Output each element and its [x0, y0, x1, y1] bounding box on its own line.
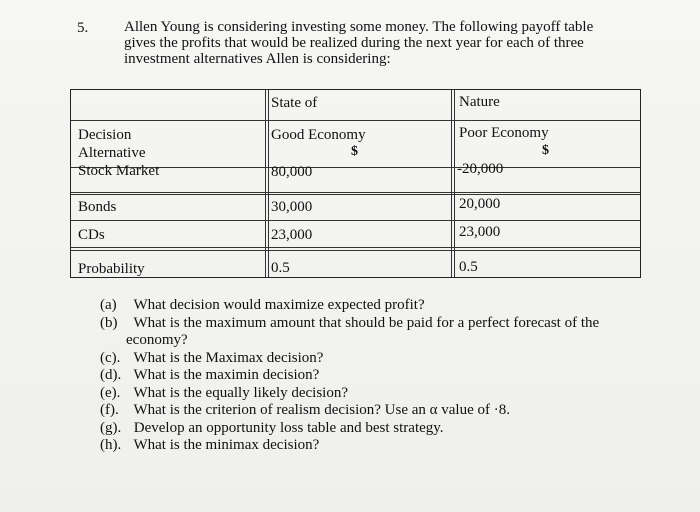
row-name-bonds: Bonds — [78, 199, 117, 215]
cell-good: 80,000 — [271, 164, 313, 180]
table-rule — [268, 90, 269, 277]
cell-good: 30,000 — [271, 199, 313, 215]
cell-good: 0.5 — [271, 260, 290, 276]
question-item: (g). Develop an opportunity loss table and best strategy. — [100, 419, 444, 436]
col-poor-economy: Poor Economy — [459, 125, 549, 141]
col-decision-label: Decision — [78, 127, 132, 143]
table-rule — [71, 192, 640, 193]
intro-line: gives the profits that would be realized during the next year for each of three — [124, 35, 584, 51]
payoff-table — [70, 89, 641, 278]
intro-line: Allen Young is considering investing some money. The following payoff table — [124, 19, 594, 35]
table-rule — [71, 194, 640, 195]
question-item: (a) What decision would maximize expected profit? — [100, 297, 425, 313]
problem-number: 5. — [77, 20, 89, 36]
table-rule — [71, 250, 640, 251]
header-nature: Nature — [459, 94, 500, 110]
cell-poor: 20,000 — [459, 196, 501, 212]
intro-line: investment alternatives Allen is considering: — [124, 51, 391, 67]
row-name-cds: CDs — [78, 227, 105, 243]
problem-intro — [124, 19, 624, 67]
col-alternative-label: Alternative — [78, 145, 146, 161]
table-rule — [71, 220, 640, 221]
table-rule — [71, 120, 640, 121]
question-list — [100, 297, 680, 455]
question-item: (d). What is the maximin decision? — [100, 367, 320, 383]
table-rule — [71, 247, 640, 248]
cell-good: 23,000 — [271, 227, 313, 243]
question-item: (b) What is the maximum amount that should be paid for a perfect forecast of the — [100, 314, 600, 331]
row-name-stock-market: Stock Market — [78, 163, 160, 179]
table-rule — [451, 90, 452, 277]
question-item: (h). What is the minimax decision? — [100, 437, 320, 453]
table-rule — [265, 90, 266, 277]
cell-poor: 23,000 — [459, 224, 501, 240]
currency-symbol: $ — [351, 144, 358, 159]
col-good-economy: Good Economy — [271, 127, 366, 143]
currency-symbol: $ — [542, 143, 549, 158]
cell-poor: -20,000 — [457, 161, 504, 177]
question-item-continued: economy? — [126, 332, 188, 348]
question-item: (c). What is the Maximax decision? — [100, 349, 324, 366]
question-item: (f). What is the criterion of realism decision? Use an α value of ·8. — [100, 402, 510, 418]
header-state-of: State of — [271, 95, 318, 111]
row-name-probability: Probability — [78, 261, 145, 277]
table-rule — [454, 90, 455, 277]
cell-poor: 0.5 — [459, 259, 478, 275]
question-item: (e). What is the equally likely decision? — [100, 384, 349, 401]
